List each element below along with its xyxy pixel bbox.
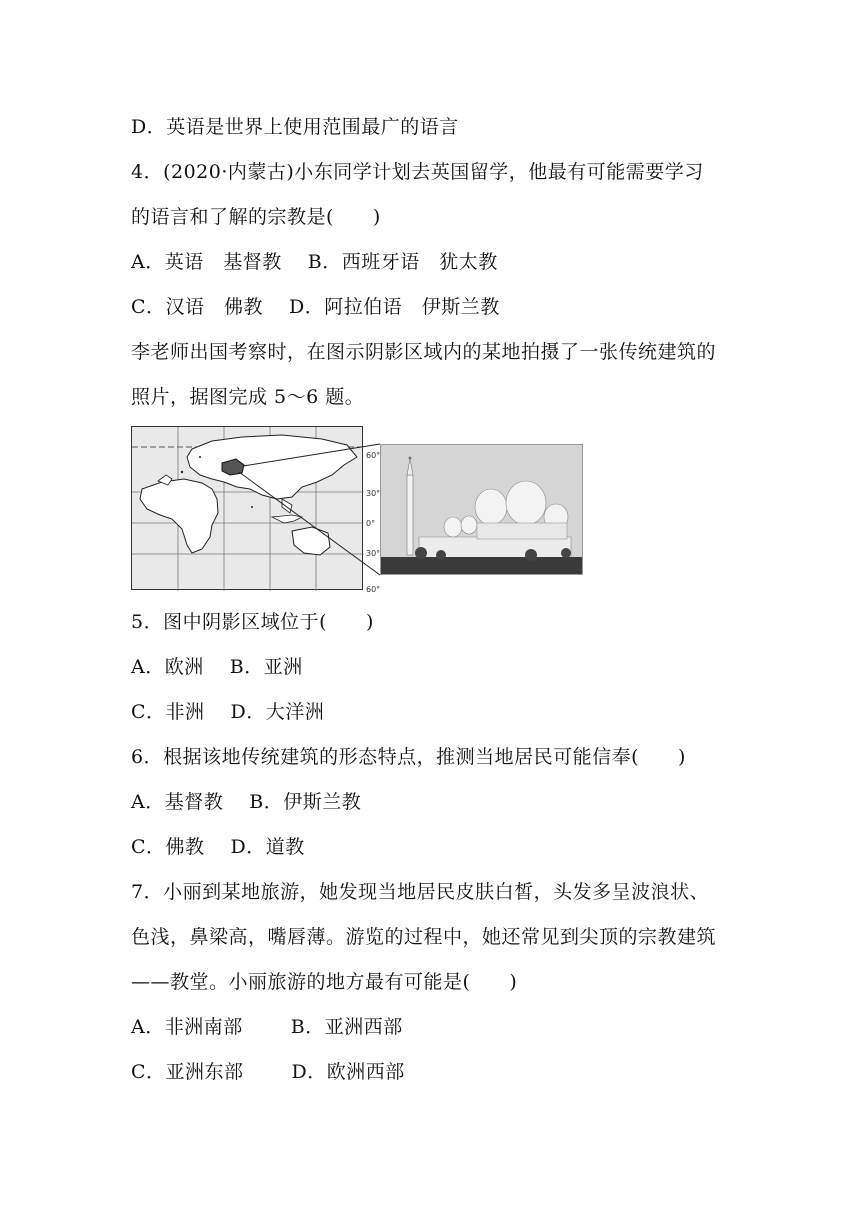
q6-option-a: A．基督教 [131, 791, 224, 813]
q7-option-b: B．亚洲西部 [290, 1016, 403, 1038]
q5-options-row2 [131, 700, 324, 724]
q4-option-c: C．汉语 佛教 [131, 296, 264, 318]
q7-stem-line2: 色浅，鼻梁高，嘴唇薄。游览的过程中，她还常见到尖顶的宗教建筑 [131, 926, 717, 948]
q7-option-a: A．非洲南部 [131, 1016, 243, 1038]
q3-option-d: D．英语是世界上使用范围最广的语言 [131, 116, 459, 138]
q4-stem-line1: 4．(2020·内蒙古)小东同学计划去英国留学，他最有可能需要学习 [131, 161, 704, 183]
q5-options-row1 [131, 655, 303, 679]
intro-line1: 李老师出国考察时，在图示阴影区域内的某地拍摄了一张传统建筑的 [131, 341, 717, 363]
q4-stem-line2: 的语言和了解的宗教是( ) [131, 206, 381, 228]
mosque-illustration [381, 445, 583, 575]
q5-stem: 5．图中阴影区域位于( ) [131, 611, 374, 633]
mosque-photo [380, 444, 583, 575]
q6-option-c: C．佛教 [131, 836, 205, 858]
q6-option-d: D．道教 [230, 836, 305, 858]
q5-option-c: C．非洲 [131, 701, 205, 723]
lat-label-60n: 60° [366, 451, 381, 460]
lat-label-30s: 30° [366, 549, 381, 558]
q4-option-a: A．英语 基督教 [131, 251, 282, 273]
q6-option-b: B．伊斯兰教 [249, 791, 362, 813]
q7-options-row2 [131, 1060, 405, 1084]
lat-label-30n: 30° [366, 489, 381, 498]
q6-options-row2 [131, 835, 305, 859]
q4-option-d: D．阿拉伯语 伊斯兰教 [289, 296, 500, 318]
q5-option-d: D．大洋洲 [230, 701, 325, 723]
lat-label-0: 0° [366, 519, 376, 528]
lat-label-60s: 60° [366, 585, 381, 594]
q7-stem-line1: 7．小丽到某地旅游，她发现当地居民皮肤白皙，头发多呈波浪状、 [131, 881, 710, 903]
q4-options-row1 [131, 250, 498, 274]
q5-option-b: B．亚洲 [229, 656, 303, 678]
q7-option-c: C．亚洲东部 [131, 1061, 244, 1083]
q7-options-row1 [131, 1015, 403, 1039]
q7-option-d: D．欧洲西部 [291, 1061, 405, 1083]
q4-option-b: B．西班牙语 犹太教 [307, 251, 498, 273]
q6-stem: 6．根据该地传统建筑的形态特点，推测当地居民可能信奉( ) [131, 746, 686, 768]
intro-line2: 照片，据图完成 5～6 题。 [131, 386, 365, 408]
q6-options-row1 [131, 790, 361, 814]
q5-option-a: A．欧洲 [131, 656, 204, 678]
q4-options-row2 [131, 295, 500, 319]
q7-stem-line3: ——教堂。小丽旅游的地方最有可能是( ) [131, 971, 518, 993]
map-and-photo-figure [131, 426, 586, 596]
